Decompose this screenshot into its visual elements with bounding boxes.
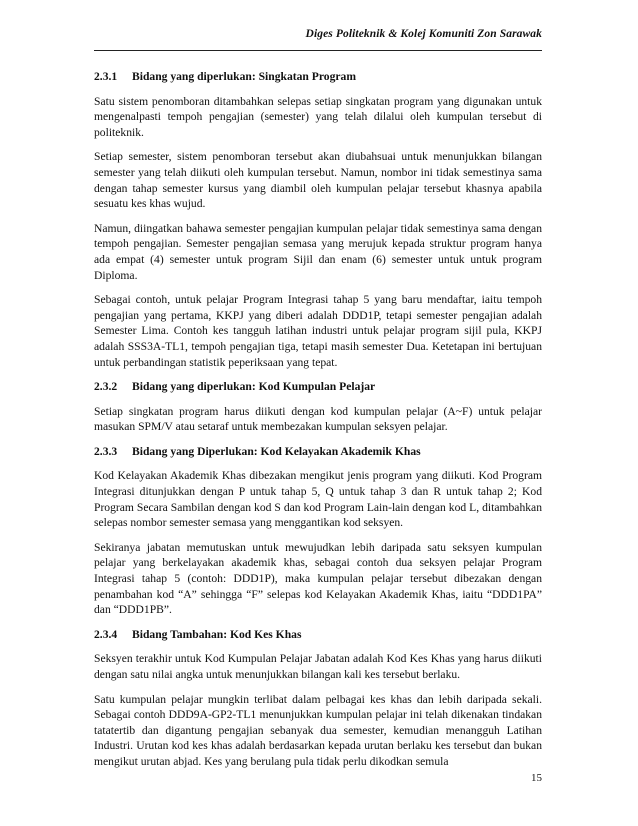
paragraph: Kod Kelayakan Akademik Khas dibezakan mengikut jenis program yang diikuti. Kod Program Integrasi ditunjukkan dengan P untuk tahap 5, Q untuk tahap 3 dan R untuk tahap 2; Kod Program Secara Sambilan dengan kod S dan kod Program Lain-lain dengan kod L, ditambahkan selepas nombor semester semasa yang menggantikan kod seksyen. <box>94 469 542 530</box>
section-title: Bidang Tambahan: Kod Kes Khas <box>132 627 302 641</box>
section-number: 2.3.3 <box>94 444 118 458</box>
section-title: Bidang yang diperlukan: Singkatan Program <box>132 70 356 83</box>
paragraph: Sebagai contoh, untuk pelajar Program Integrasi tahap 5 yang baru mendaftar, iaitu tempoh pengajian yang pertama, KKPJ yang diberi adalah DDD1P, tetapi semester pengajian adalah Semester Lima. Contoh kes tangguh latihan industri untuk pelajar program sijil pula, KKPJ adalah SSS3A-TL1, tempoh pengajian tiga, tetapi masih semester Dua. Ketetapan ini bertujuan untuk perbandingan statistik peperiksaan yang tepat. <box>94 293 542 369</box>
page-number: 15 <box>531 772 542 784</box>
section-heading-2-3-1 <box>94 69 542 85</box>
section-heading-2-3-3 <box>94 444 542 460</box>
section-number: 2.3.1 <box>94 70 118 83</box>
paragraph: Seksyen terakhir untuk Kod Kumpulan Pelajar Jabatan adalah Kod Kes Khas yang harus diikuti dengan satu nilai angka untuk menunjukkan bilangan kali kes tersebut berlaku. <box>94 652 542 681</box>
section-number: 2.3.2 <box>94 380 118 394</box>
paragraph: Satu sistem penomboran ditambahkan selepas setiap singkatan program yang digunakan untuk mengenalpasti tempoh pengajian (semester) yang telah dilalui oleh kumpulan tersebut di politeknik. <box>94 94 542 139</box>
paragraph: Namun, diingatkan bahawa semester pengajian kumpulan pelajar tidak semestinya sama dengan tempoh pengajian. Semester pengajian semasa yang merujuk kepada struktur program hanya ada empat (4) semester untuk program Sijil dan enam (6) semester untuk untuk program Diploma. <box>94 221 542 282</box>
section-number: 2.3.4 <box>94 627 118 641</box>
section-heading-2-3-2 <box>94 379 542 395</box>
running-header: Diges Politeknik & Kolej Komuniti Zon Sarawak <box>305 28 542 40</box>
document-body <box>94 60 542 779</box>
paragraph: Setiap semester, sistem penomboran tersebut akan diubahsuai untuk menunjukkan bilangan semester yang telah diikuti oleh kumpulan tersebut. Namun, nombor ini tidak semestinya sama dengan tahap semester kursus yang diambil oleh kumpulan pelajar tersebut khasnya apabila sesuatu kes khas wujud. <box>94 150 542 211</box>
section-title: Bidang yang diperlukan: Kod Kumpulan Pelajar <box>132 380 376 394</box>
paragraph: Satu kumpulan pelajar mungkin terlibat dalam pelbagai kes khas dan lebih daripada sekali. Sebagai contoh DDD9A-GP2-TL1 menunjukkan kumpulan pelajar ini telah dikenakan tindakan tatatertib dan digantung pengajian sebanyak dua semester, kemudian menangguh Latihan Industri. Urutan kod kes khas adalah berdasarkan kepada urutan berlaku kes tersebut dan bukan mengikut urutan abjad. Kes yang berulang pula tidak perlu dikodkan semula <box>94 692 542 768</box>
section-heading-2-3-4 <box>94 627 542 643</box>
header-rule <box>94 50 542 51</box>
paragraph: Sekiranya jabatan memutuskan untuk mewujudkan lebih daripada satu seksyen kumpulan pelajar yang berkelayakan akademik khas, sebagai contoh dua seksyen pelajar Program Integrasi tahap 5 (contoh: DDD1P), maka kumpulan pelajar tersebut dibezakan dengan penambahan kod “A” sehingga “F” selepas kod Kelayakan Akademik Khas, iaitu “DDD1PA” dan “DDD1PB”. <box>94 540 542 617</box>
paragraph: Setiap singkatan program harus diikuti dengan kod kumpulan pelajar (A~F) untuk pelajar masukan SPM/V atau setaraf untuk membezakan kumpulan seksyen pelajar. <box>94 404 542 434</box>
section-title: Bidang yang Diperlukan: Kod Kelayakan Akademik Khas <box>132 444 421 458</box>
